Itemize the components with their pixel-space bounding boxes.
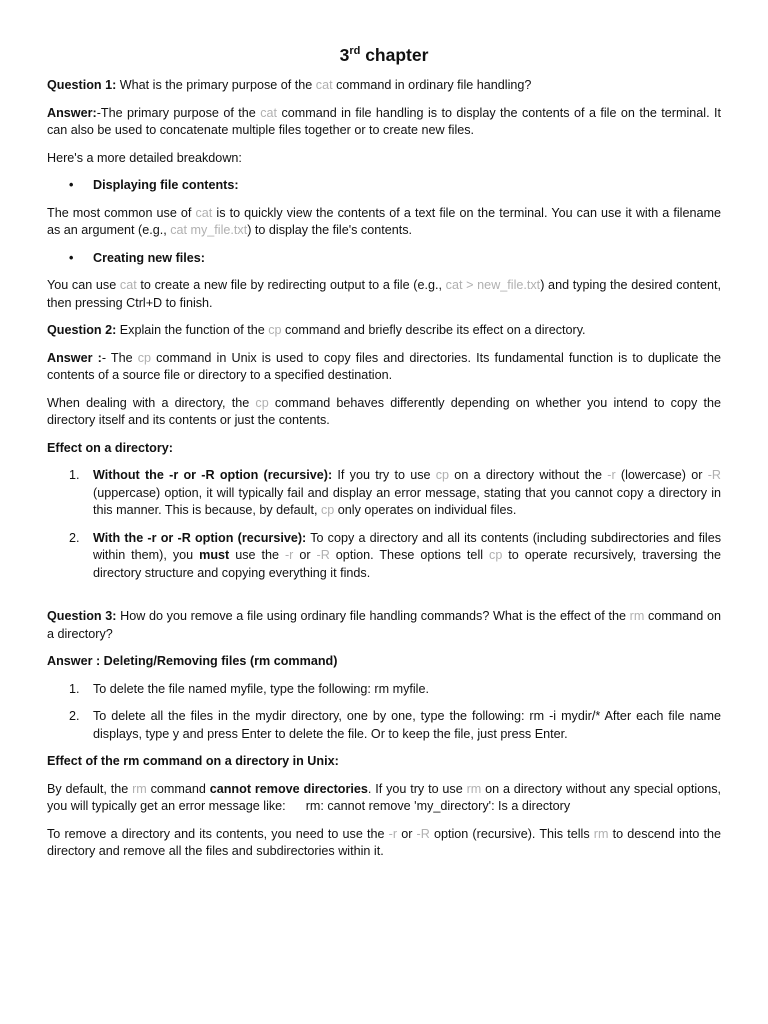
- inline-code: cp: [435, 468, 450, 482]
- bullet-item: [47, 177, 721, 195]
- answer-1: [47, 105, 721, 140]
- text-span: cannot remove directories: [209, 781, 368, 796]
- question-1: [47, 77, 721, 95]
- text-span: on a directory without any special options, you will typically get an error message like:: [47, 781, 721, 813]
- text-span: must: [199, 548, 230, 562]
- text-span: To delete the file named myfile, type the following: rm myfile.: [93, 681, 429, 696]
- text-span: ) to display the file's contents.: [247, 223, 413, 237]
- text-span: to descend into the directory and remove all the files and subdirectories within it.: [47, 826, 721, 858]
- text-span: option. These options tell: [329, 548, 490, 562]
- rm-default-paragraph: [47, 781, 721, 816]
- text-span: (uppercase) option, it will typically fail and display an error message, stating that you cannot copy a directory in this manner. This is because, by default,: [93, 485, 721, 517]
- display-paragraph: [47, 205, 721, 240]
- text-span: command and briefly describe its effect on a directory.: [281, 323, 586, 337]
- inline-code: cp: [137, 350, 152, 365]
- text-span: on a directory without the: [449, 468, 608, 482]
- inline-code: -r: [284, 548, 294, 562]
- text-span: command in Unix is used to copy files and directories. Its fundamental function is to duplicate the contents of a source file or directory to a specified destination.: [47, 350, 722, 382]
- text-span: Effect of the rm command on a directory in Unix:: [47, 754, 339, 768]
- inline-code: cat: [260, 105, 278, 120]
- create-paragraph: [47, 277, 721, 312]
- inline-code: -r: [388, 826, 398, 841]
- text-span: - The: [101, 350, 138, 365]
- text-span: Explain the function of the: [116, 323, 269, 337]
- breakdown-intro: Here's a more detailed breakdown:: [47, 150, 242, 165]
- bullet-label: Creating new files:: [93, 250, 205, 265]
- text-span: command on a directory?: [47, 609, 721, 641]
- text-span: When dealing with a directory, the: [47, 395, 256, 410]
- text-span: By default, the: [47, 781, 133, 796]
- bullet-list-create: [47, 250, 721, 268]
- text-span: to create a new file by redirecting output to a file (e.g.,: [136, 278, 446, 292]
- spacer: [47, 592, 721, 608]
- inline-code: cat > new_file.txt: [445, 278, 541, 292]
- list-item: [47, 708, 721, 743]
- text-span: command in ordinary file handling?: [332, 78, 532, 92]
- inline-code: cp: [255, 395, 269, 410]
- text-span: Effect on a directory:: [47, 440, 173, 455]
- question-3: [47, 608, 721, 643]
- inline-code: cat: [195, 205, 213, 220]
- text-span: use the: [229, 548, 285, 562]
- text-span: The most common use of: [47, 205, 196, 220]
- bullet-item: [47, 250, 721, 268]
- text-span: Without the -r or -R option (recursive):: [93, 468, 333, 482]
- answer-1-label: Answer:: [47, 105, 97, 120]
- text-span: How do you remove a file using ordinary file handling commands? What is the effect of the: [116, 609, 630, 623]
- question-3-label: Question 3:: [47, 609, 117, 623]
- error-message: rm: cannot remove 'my_directory': Is a directory: [305, 799, 571, 813]
- list-number: 2.: [69, 530, 80, 545]
- rm-steps-list: [47, 681, 721, 744]
- inline-code: -R: [707, 468, 721, 482]
- text-span: -The primary purpose of the: [96, 105, 261, 120]
- question-2-label: Question 2:: [47, 323, 117, 337]
- title-number: 3: [339, 45, 350, 65]
- list-number: 2.: [69, 709, 80, 723]
- list-item: [47, 530, 721, 583]
- list-number: 1.: [69, 468, 80, 482]
- text-span: command: [146, 781, 210, 796]
- text-span: To delete all the files in the mydir directory, one by one, type the following: rm -i mydir/* After each file name displays, type y and press Enter to delete the file. Or to keep the file, just press Enter.: [93, 709, 721, 741]
- text-span: To remove a directory and its contents, you need to use the: [47, 826, 389, 841]
- text-span: command behaves differently depending on whether you intend to copy the directory itself and its contents or just the contents.: [47, 395, 721, 427]
- answer-3-heading: [47, 653, 721, 671]
- inline-code: cp: [489, 548, 503, 562]
- bullet-label: Displaying file contents:: [93, 178, 239, 192]
- title-superscript: rd: [349, 45, 361, 58]
- list-item: [47, 681, 721, 699]
- cp-options-list: [47, 467, 721, 582]
- chapter-title: [47, 44, 721, 66]
- effect-heading: [47, 440, 721, 458]
- inline-code: cat my_file.txt: [170, 223, 248, 237]
- inline-code: rm: [629, 609, 645, 623]
- list-number: 1.: [69, 681, 80, 696]
- text-span: What is the primary purpose of the: [116, 78, 316, 92]
- bullet-list-display: [47, 177, 721, 195]
- question-1-label: Question 1:: [47, 78, 117, 92]
- effect-rm-heading: [47, 753, 721, 771]
- title-text: chapter: [360, 45, 429, 65]
- inline-code: cat: [119, 278, 137, 292]
- inline-code: rm: [132, 781, 147, 796]
- inline-code: cp: [320, 503, 335, 517]
- text-span: command in file handling is to display the contents of a file on the terminal. It can also be used to concatenate multiple files together or to create new files.: [47, 105, 721, 137]
- directory-paragraph: [47, 395, 721, 430]
- text-span: or: [293, 548, 317, 562]
- text-span: to operate recursively, traversing the directory structure and copying everything it finds.: [93, 548, 721, 580]
- text-span: Answer : Deleting/Removing files (rm command): [47, 654, 338, 668]
- answer-2-label: Answer :: [47, 350, 102, 365]
- question-2: [47, 322, 721, 340]
- inline-code: cat: [315, 78, 333, 92]
- rm-recursive-paragraph: [47, 826, 721, 861]
- text-span: is to quickly view the contents of a text file on the terminal. You can use it with a filename as an argument (e.g.,: [47, 205, 721, 237]
- inline-code: -R: [316, 548, 330, 562]
- inline-code: rm: [593, 826, 609, 841]
- text-span: (lowercase) or: [615, 468, 708, 482]
- text-span: With the -r or -R option (recursive):: [93, 530, 307, 545]
- text-span: You can use: [47, 278, 120, 292]
- text-span: To copy a directory and all its contents (including subdirectories and files within them), you: [93, 530, 721, 562]
- inline-code: rm: [466, 781, 482, 796]
- answer-2: [47, 350, 721, 385]
- inline-code: cp: [268, 323, 282, 337]
- text-span: option (recursive). This tells: [429, 826, 594, 841]
- text-span: . If you try to use: [367, 781, 467, 796]
- text-span: only operates on individual files.: [334, 503, 517, 517]
- text-span: ) and typing the desired content, then pressing Ctrl+D to finish.: [47, 278, 722, 310]
- text-span: If you try to use: [332, 468, 436, 482]
- inline-code: -R: [416, 826, 430, 841]
- text-span: or: [397, 826, 417, 841]
- list-item: [47, 467, 721, 520]
- inline-code: -r: [607, 468, 616, 482]
